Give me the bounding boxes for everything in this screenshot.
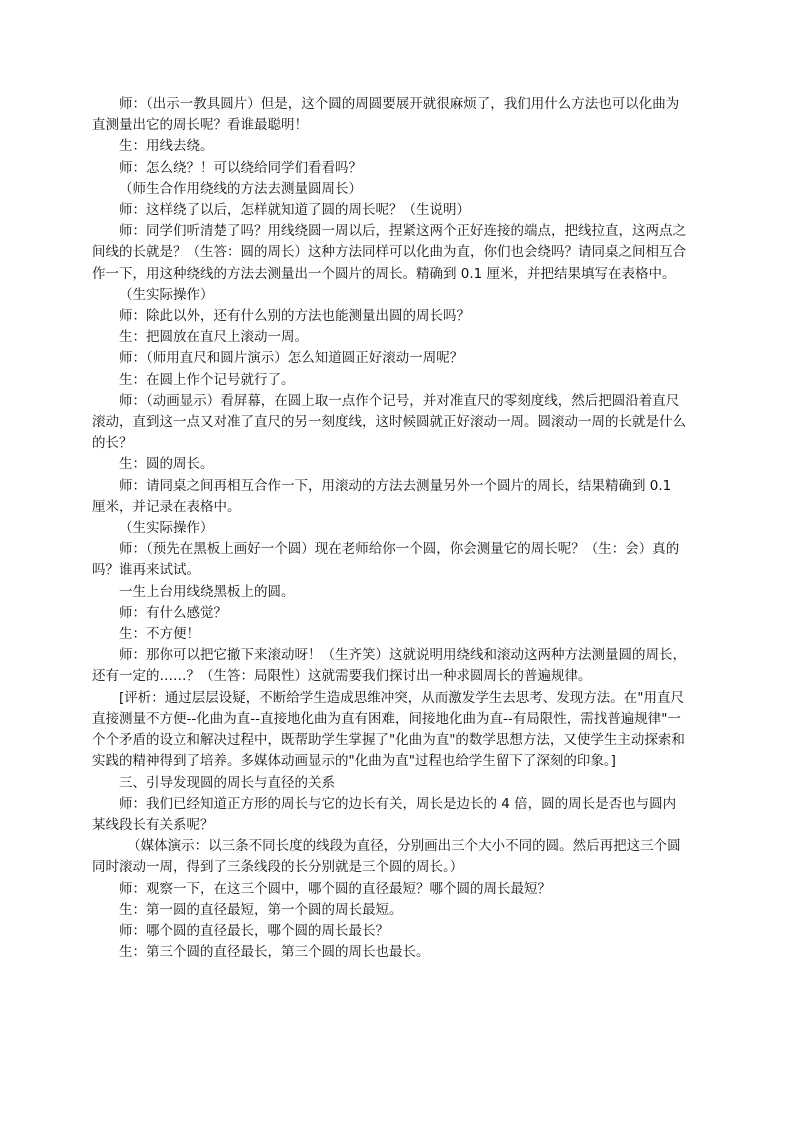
paragraph: 师：怎么绕？！可以绕给同学们看看吗？ <box>119 159 362 176</box>
paragraph: 生：第一圆的直径最短，第一个圆的周长最短。 <box>119 901 403 918</box>
commentary-paragraph: [评析：通过层层设疑，不断给学生造成思维冲突，从而激发学生去思考、发现方法。在"用直尺直接测量不方便--化曲为直--直接地化曲为直有困难，间接地化曲为直--有局限性，需找普遍规律"一个个矛盾的设立和解决过程中，既帮助学生掌握了"化曲为直"的数学思想方法，又使学生主动探索和实践的精神得到了培养。多媒体动画显示的"化曲为直"过程也给学生留下了深刻的印象。] <box>92 689 685 770</box>
paragraph: 师：除此以外，还有什么别的方法也能测量出圆的周长吗？ <box>119 308 470 325</box>
paragraph: 生：在圆上作个记号就行了。 <box>119 371 295 388</box>
paragraph: 生：把圆放在直尺上滚动一周。 <box>119 329 308 346</box>
paragraph: 师：那你可以把它撤下来滚动呀！（生齐笑）这就说明用绕线和滚动这两种方法测量圆的周长，还有一定的……？（生答：局限性）这就需要我们探讨出一种求圆周长的普遍规律。 <box>92 647 686 685</box>
paragraph: 师：（出示一教具圆片）但是，这个圆的周圆要展开就很麻烦了，我们用什么方法也可以化曲为直测量出它的周长呢？看谁最聪明！ <box>92 96 680 134</box>
paragraph: 生：不方便！ <box>119 626 200 643</box>
paragraph: 师：观察一下，在这三个圆中，哪个圆的直径最短？哪个圆的周长最短？ <box>119 880 551 897</box>
paragraph: （生实际操作） <box>119 286 214 303</box>
paragraph: 师：（预先在黑板上画好一个圆）现在老师给你一个圆，你会测量它的周长呢？（生：会）真的吗？谁再来试试。 <box>92 541 680 579</box>
paragraph: 师：（师用直尺和圆片演示）怎么知道圆正好滚动一周呢？ <box>119 350 464 367</box>
document-page <box>92 94 688 963</box>
paragraph: 师：同学们听清楚了吗？用线绕圆一周以后，捏紧这两个正好连接的端点，把线拉直，这两点之间线的长就是？（生答：圆的周长）这种方法同样可以化曲为直，你们也会绕吗？请同桌之间相互合作一下，用这种绕线的方法去测量出一个圆片的周长。精确到 0.1 厘米，并把结果填写在表格中。 <box>92 223 686 282</box>
section-heading: 三、引导发现圆的周长与直径的关系 <box>119 774 335 791</box>
paragraph: 一生上台用线绕黑板上的圆。 <box>119 583 295 600</box>
paragraph: （生实际操作） <box>119 520 214 537</box>
paragraph: 生：第三个圆的直径最长，第三个圆的周长也最长。 <box>119 944 430 961</box>
paragraph: 师：这样绕了以后，怎样就知道了圆的周长呢？（生说明） <box>119 202 470 219</box>
paragraph: （媒体演示：以三条不同长度的线段为直径，分别画出三个大小不同的圆。然后再把这三个圆同时滚动一周，得到了三条线段的长分别就是三个圆的周长。） <box>92 838 681 876</box>
paragraph: （师生合作用绕线的方法去测量圆周长） <box>119 180 362 197</box>
paragraph: 生：用线去绕。 <box>119 138 214 155</box>
paragraph: 生：圆的周长。 <box>119 456 214 473</box>
paragraph: 师：有什么感觉？ <box>119 604 227 621</box>
paragraph: 师：（动画显示）看屏幕，在圆上取一点作个记号，并对准直尺的零刻度线，然后把圆沿着直尺滚动，直到这一点又对准了直尺的另一刻度线，这时候圆就正好滚动一周。圆滚动一周的长就是什么的长？ <box>92 392 686 452</box>
paragraph: 师：我们已经知道正方形的周长与它的边长有关，周长是边长的 4 倍，圆的周长是否也与圆内某线段长有关系呢？ <box>92 795 677 833</box>
paragraph: 师：哪个圆的直径最长，哪个圆的周长最长？ <box>119 922 389 939</box>
paragraph: 师：请同桌之间再相互合作一下，用滚动的方法去测量另外一个圆片的周长，结果精确到 0.1 厘米，并记录在表格中。 <box>92 477 672 515</box>
